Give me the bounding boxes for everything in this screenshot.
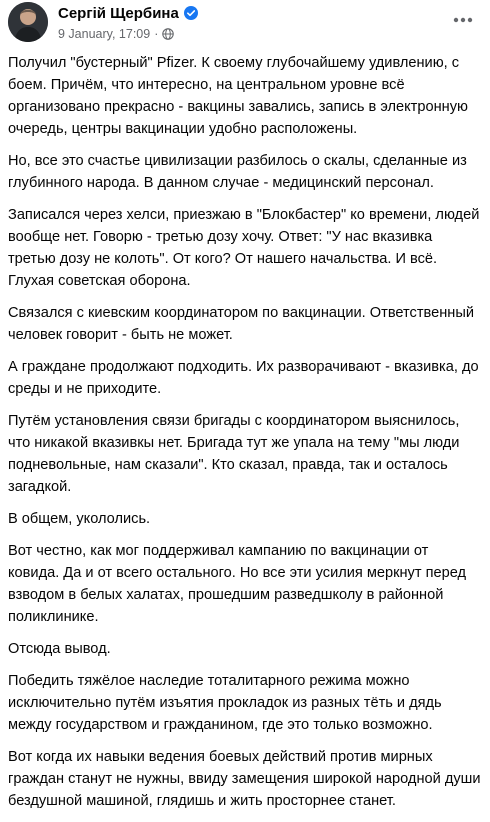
post-paragraph: Путём установления связи бригады с координатором выяснилось, что никакой вказивкы нет. Бригада тут же упала на тему "мы люди подневольные, нам сказали". Кто сказал, правда, так и осталось загадкой.	[8, 413, 460, 495]
more-options-icon	[453, 17, 473, 23]
post-paragraph: А граждане продолжают подходить. Их разворачивают - вказивка, до среды и не приходите.	[8, 359, 479, 397]
avatar[interactable]	[8, 2, 48, 42]
globe-icon	[162, 28, 174, 40]
post-paragraph: В общем, укололись.	[8, 511, 151, 527]
post-paragraph: Вот когда их навыки ведения боевых действий против мирных граждан станут не нужны, ввиду замещения широкой народной души бездушной машиной, глядишь и жить просторнее станет.	[8, 749, 481, 809]
post-paragraph: Отсюда вывод.	[8, 641, 111, 657]
post-timestamp[interactable]: 9 January, 17:09	[58, 27, 151, 41]
post-paragraph: Получил "бустерный" Pfizer. К своему глубочайшему удивлению, с боем. Причём, что интересно, на центральном уровне всё организовано прекрасно - вакцины завались, запись в электронную очередь, центры вакцинации удобно расположены.	[8, 55, 468, 137]
post-paragraph: Записался через хелси, приезжаю в "Блокбастер" ко времени, людей вообще нет. Говорю - третью дозу хочу. Ответ: "У нас вказивка третью дозу не колоть". От кого? От нашего начальства. И всё. Глухая советская оборона.	[8, 207, 480, 289]
post-header	[0, 0, 490, 46]
more-options-button[interactable]	[448, 8, 478, 32]
post-paragraph: Но, все это счастье цивилизации разбилось о скалы, сделанные из глубинного народа. В данном случае - медицинский персонал.	[8, 153, 467, 191]
post-paragraph: Вот честно, как мог поддерживал кампанию по вакцинации от ковида. Да и от всего остального. Но все эти усилия меркнут перед взводом в белых халатах, прошедшим разведшколу в районной поликлинике.	[8, 543, 467, 625]
author-row	[58, 3, 198, 23]
post-body	[8, 52, 482, 822]
post-meta	[58, 26, 174, 42]
author-name[interactable]: Сергій Щербина	[58, 4, 179, 22]
post-paragraph: Связался с киевским координатором по вакцинации. Ответственный человек говорит - быть не может.	[8, 305, 475, 343]
avatar-image	[8, 2, 48, 42]
meta-separator: ·	[154, 27, 159, 41]
verified-badge-icon	[184, 6, 198, 20]
post-paragraph: Победить тяжёлое наследие тоталитарного режима можно исключительно путём изъятия прокладок из разных тёть и дядь между государством и гражданином, где это только возможно.	[8, 673, 442, 733]
